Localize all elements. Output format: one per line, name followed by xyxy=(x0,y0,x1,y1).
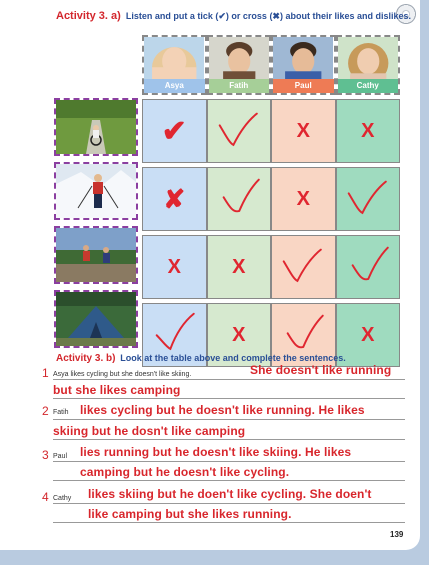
handwritten-x-mark: X xyxy=(361,119,375,142)
header-name: Cathy xyxy=(338,79,399,93)
header-cathy xyxy=(336,35,401,95)
cycling-photo xyxy=(54,98,138,156)
handwritten-answer-line-1: likes skiing but he doen't like cycling. She doen't xyxy=(88,487,372,501)
handwritten-answer-line-2: but she likes camping xyxy=(53,383,181,397)
header-name: Fatih xyxy=(209,79,270,93)
handwritten-tick-icon xyxy=(208,100,271,163)
handwritten-x-mark: X xyxy=(296,119,310,142)
activity-b-number: Activity 3. b) xyxy=(56,353,116,364)
mark-cell-paul-skiing[interactable] xyxy=(271,167,336,231)
sentence-prompt: Fatih xyxy=(53,409,69,416)
handwritten-tick-icon xyxy=(272,236,335,299)
activity-a-instruction: Listen and put a tick (✔) or cross (✖) about their likes and dislikes. xyxy=(125,11,412,21)
header-name: Asya xyxy=(144,79,205,93)
skiing-photo xyxy=(54,162,138,220)
handwritten-answer-line-1: likes cycling but he doesn't like running. He likes xyxy=(80,403,365,417)
asya-photo xyxy=(144,37,204,81)
printed-tick-icon: ✔ xyxy=(161,114,187,148)
answer-line xyxy=(53,522,405,523)
handwritten-tick-icon xyxy=(208,168,271,231)
header-paul xyxy=(271,35,336,95)
answer-line xyxy=(53,398,405,399)
answer-line xyxy=(53,480,405,481)
handwritten-answer-line-2: like camping but she likes running. xyxy=(88,507,292,521)
answer-line xyxy=(53,379,405,380)
header-asya xyxy=(142,35,207,95)
activity-a-title xyxy=(56,10,411,22)
activity-a-number: Activity 3. a) xyxy=(56,10,121,22)
table-row-running xyxy=(142,235,400,299)
sentence-2 xyxy=(42,404,414,442)
sentence-prompt: Paul xyxy=(53,453,68,460)
mark-cell-cathy-running[interactable] xyxy=(336,235,401,299)
camping-photo xyxy=(54,290,138,348)
activity-b-instruction: Look at the table above and complete the sentences. xyxy=(120,353,346,363)
mark-cell-cathy-cycling[interactable] xyxy=(336,99,401,163)
sentence-number: 3 xyxy=(42,448,49,462)
sentence-prompt: Cathy xyxy=(53,495,72,502)
table-header-row xyxy=(142,35,400,95)
table-row-skiing xyxy=(142,167,400,231)
printed-cross-icon: ✘ xyxy=(163,183,186,214)
likes-table xyxy=(142,35,400,367)
sentence-1 xyxy=(42,363,414,404)
handwritten-tick-icon xyxy=(337,236,400,299)
answer-line xyxy=(53,503,405,504)
handwritten-x-mark: X xyxy=(296,187,310,210)
mark-cell-asya-cycling[interactable] xyxy=(142,99,207,163)
page-number: 139 xyxy=(390,530,404,539)
handwritten-answer-line-1: lies running but he doesn't like skiing. He likes xyxy=(80,445,352,459)
handwritten-answer-line-2: camping but he doesn't like cycling. xyxy=(80,465,290,479)
sentence-prompt: Asya likes cycling but she doesn't like skiing. xyxy=(53,371,192,378)
handwritten-x-mark: X xyxy=(232,323,246,346)
handwritten-tick-icon xyxy=(337,168,400,231)
header-name: Paul xyxy=(273,79,334,93)
mark-cell-fatih-cycling[interactable] xyxy=(207,99,272,163)
mark-cell-asya-running[interactable] xyxy=(142,235,207,299)
handwritten-answer-line-1: She doesn't like running xyxy=(250,363,392,377)
answer-line xyxy=(53,419,405,420)
handwritten-x-mark: X xyxy=(361,323,375,346)
mark-cell-asya-skiing[interactable] xyxy=(142,167,207,231)
sentence-4 xyxy=(42,487,414,528)
mark-cell-fatih-running[interactable] xyxy=(207,235,272,299)
answer-line xyxy=(53,439,405,440)
sentence-number: 1 xyxy=(42,366,49,380)
fatih-photo xyxy=(209,37,269,81)
header-fatih xyxy=(207,35,272,95)
table-row-cycling xyxy=(142,99,400,163)
cathy-photo xyxy=(338,37,398,81)
mark-cell-paul-running[interactable] xyxy=(271,235,336,299)
mark-cell-paul-cycling[interactable] xyxy=(271,99,336,163)
paul-photo xyxy=(273,37,333,81)
handwritten-answer-line-2: skiing but he dosn't like camping xyxy=(53,424,246,438)
sentence-number: 2 xyxy=(42,404,49,418)
handwritten-x-mark: X xyxy=(167,255,181,278)
handwritten-x-mark: X xyxy=(232,255,246,278)
mark-cell-fatih-skiing[interactable] xyxy=(207,167,272,231)
answer-line xyxy=(53,461,405,462)
running-photo xyxy=(54,226,138,284)
mark-cell-cathy-skiing[interactable] xyxy=(336,167,401,231)
sentence-number: 4 xyxy=(42,490,49,504)
sentence-3 xyxy=(42,445,414,486)
